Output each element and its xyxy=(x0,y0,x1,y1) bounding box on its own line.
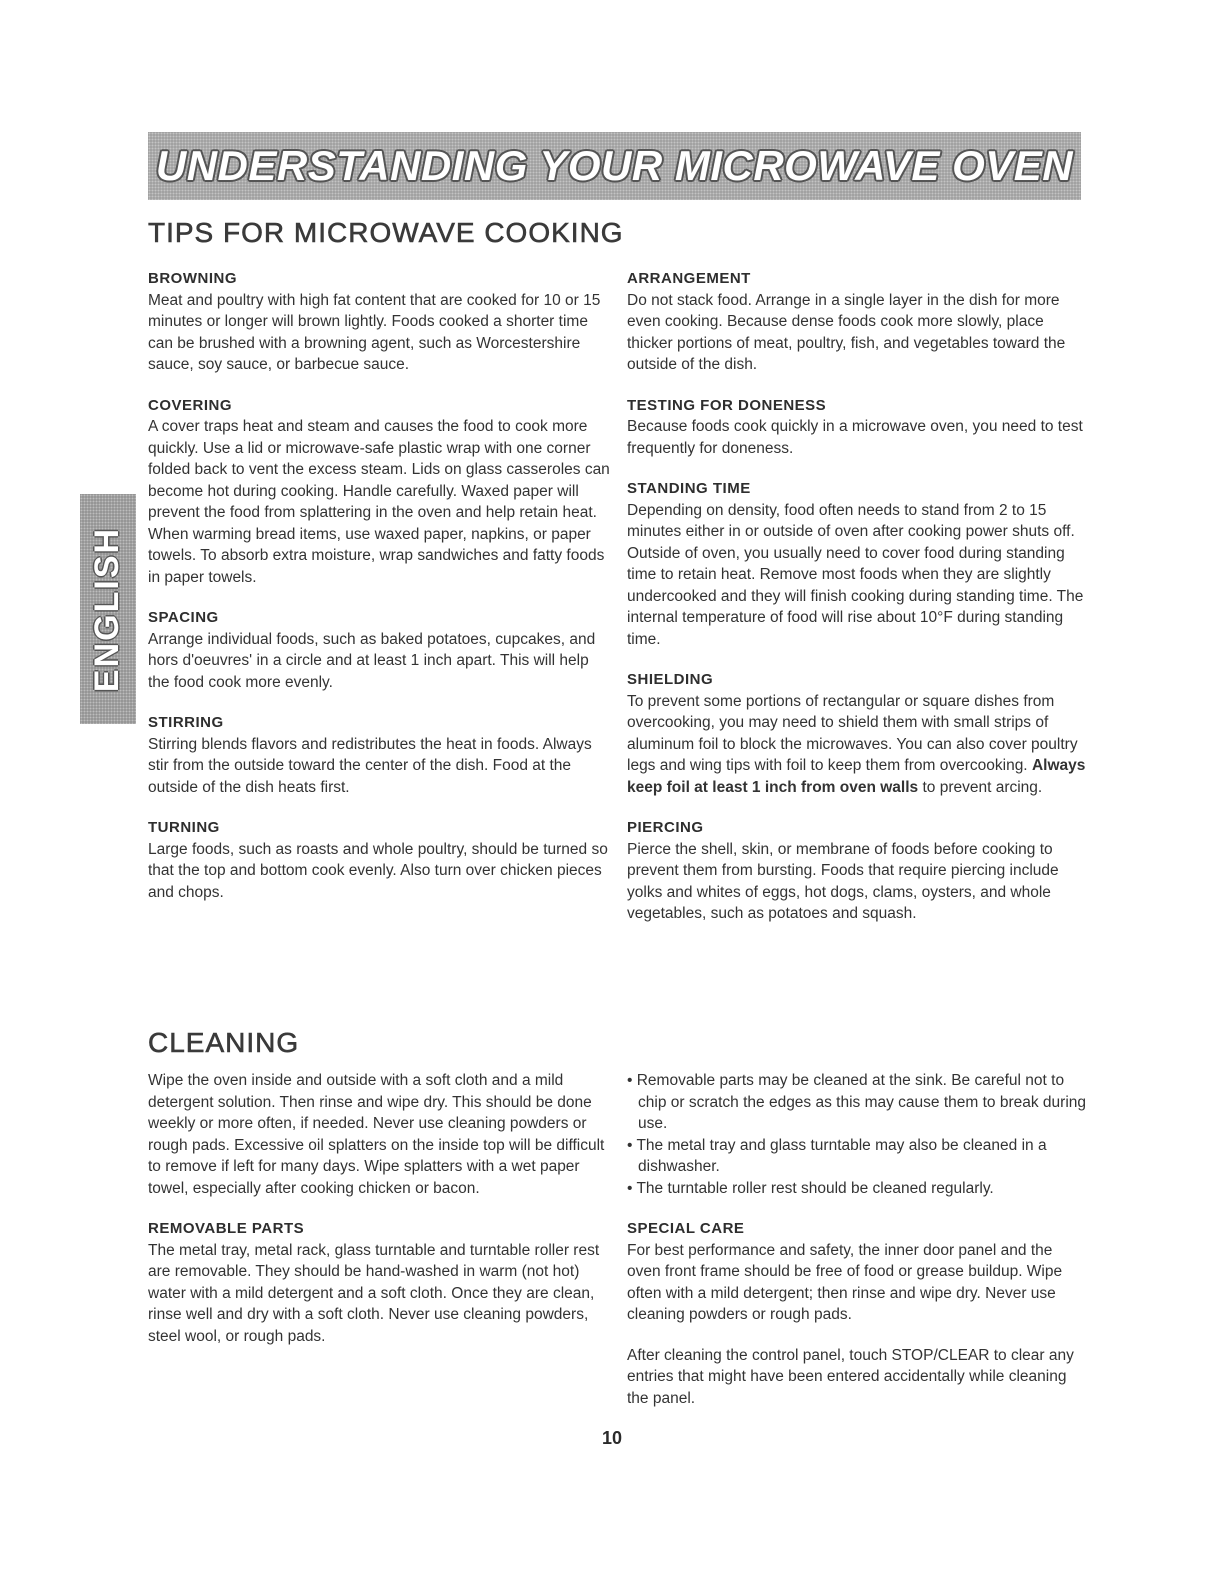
special-care xyxy=(627,1218,1089,1326)
cleaning-bullets xyxy=(627,1070,1089,1199)
removable-parts-text: The metal tray, metal rack, glass turntable and turntable roller rest are removable. They should be hand-washed in warm (not hot) water with a mild detergent and a soft cloth. Once they are clean, rinse well and dry with a soft cloth. Never use cleaning powders, steel wool, or rough pads. xyxy=(148,1241,600,1345)
cleaning-left-column xyxy=(148,1070,610,1366)
tip-text: Do not stack food. Arrange in a single layer in the dish for more even cooking. Because dense foods cook more slowly, place thicker portions of meat, poultry, fish, and vegetables toward the outside of the dish. xyxy=(627,291,1066,373)
tip-standing-time xyxy=(627,478,1089,650)
language-tab xyxy=(80,494,136,724)
tip-turning xyxy=(148,817,610,903)
tip-shielding xyxy=(627,669,1089,798)
tip-text: Meat and poultry with high fat content that are cooked for 10 or 15 minutes or longer will brown lightly. Foods cooked a shorter time can be brushed with a browning agent, such as Worcestershire sauce, soy sauce, or barbecue sauce. xyxy=(148,291,601,373)
tip-heading: STANDING TIME xyxy=(627,480,751,497)
removable-parts xyxy=(148,1218,610,1347)
list-item: • Removable parts may be cleaned at the sink. Be careful not to chip or scratch the edges as this may cause them to break during use. xyxy=(627,1070,1089,1135)
tip-heading: BROWNING xyxy=(148,270,237,287)
tip-covering xyxy=(148,395,610,589)
removable-parts-heading: REMOVABLE PARTS xyxy=(148,1220,305,1237)
control-panel-note xyxy=(627,1345,1089,1410)
tip-text: A cover traps heat and steam and causes the food to cook more quickly. Use a lid or microwave-safe plastic wrap with one corner folded back to vent the excess steam. Lids on glass casseroles can become hot during cooking. Handle carefully. Waxed paper will prevent the food from splattering in the oven and help retain heat. When warming bread items, use waxed paper, napkins, or paper towels. To absorb extra moisture, wrap sandwiches and fatty foods in paper towels. xyxy=(148,418,610,586)
language-tab-label: ENGLISH xyxy=(88,526,127,692)
tip-testing-doneness xyxy=(627,395,1089,460)
tip-spacing xyxy=(148,607,610,693)
tip-heading: SPACING xyxy=(148,609,219,626)
tip-piercing xyxy=(627,817,1089,925)
foil-warning: Always keep foil at least 1 inch from oven walls xyxy=(627,757,1086,796)
tip-stirring xyxy=(148,712,610,798)
tip-text: Stirring blends flavors and redistributes the heat in foods. Always stir from the outside toward the center of the dish. Food at the outside of the dish heats first. xyxy=(148,735,592,796)
tip-text xyxy=(627,691,1089,799)
tip-heading: TURNING xyxy=(148,819,220,836)
tip-text: Large foods, such as roasts and whole poultry, should be turned so that the top and bottom cook evenly. Also turn over chicken pieces and chops. xyxy=(148,840,608,901)
cleaning-intro xyxy=(148,1070,610,1199)
tip-heading: COVERING xyxy=(148,396,233,414)
tip-heading: PIERCING xyxy=(627,819,704,836)
banner-title: UNDERSTANDING YOUR MICROWAVE OVEN xyxy=(155,142,1074,189)
tip-text: Because foods cook quickly in a microwave oven, you need to test frequently for doneness. xyxy=(627,418,1083,457)
tip-text: Depending on density, food often needs to stand from 2 to 15 minutes either in or outside of oven after cooking power shuts off. Outside of oven, you usually need to cover food during standing time to retain heat. Remove most foods when they are slightly undercooked and they will finish cooking during standing time. The internal temperature of food will rise about 10°F during standing time. xyxy=(627,501,1084,648)
tip-text-tail: to prevent arcing. xyxy=(922,778,1043,796)
tip-heading: SHIELDING xyxy=(627,671,714,688)
tip-browning xyxy=(148,268,610,376)
tip-heading: STIRRING xyxy=(148,714,224,731)
tip-text: Pierce the shell, skin, or membrane of foods before cooking to prevent them from bursting. Foods that require piercing include yolks and whites of eggs, hot dogs, clams, oysters, and whole vegetables, such as potatoes and squash. xyxy=(627,840,1059,922)
tips-left-column xyxy=(148,268,610,922)
tips-right-column xyxy=(627,268,1089,944)
list-item: • The turntable roller rest should be cleaned regularly. xyxy=(627,1178,1089,1200)
control-panel-note-text: After cleaning the control panel, touch STOP/CLEAR to clear any entries that might have been entered accidentally while cleaning the panel. xyxy=(627,1346,1074,1407)
tip-heading: ARRANGEMENT xyxy=(627,270,751,287)
tip-text-body: To prevent some portions of rectangular or square dishes from overcooking, you may need to shield them with small strips of aluminum foil to block the microwaves. You can also cover poultry legs and wing tips with foil to keep them from overcooking. xyxy=(627,692,1078,774)
list-item: • The metal tray and glass turntable may also be cleaned in a dishwasher. xyxy=(627,1135,1089,1178)
special-care-heading: SPECIAL CARE xyxy=(627,1220,745,1237)
section-title-cleaning: CLEANING xyxy=(148,1027,300,1058)
page-number: 10 xyxy=(601,1428,623,1448)
cleaning-intro-text: Wipe the oven inside and outside with a soft cloth and a mild detergent solution. Then rinse and wipe dry. This should be done weekly or more often, if needed. Never use cleaning powders or rough pads. Excessive oil splatters on the inside top will be difficult to remove if left for many days. Wipe splatters with a wet paper towel, especially after cooking chicken or bacon. xyxy=(148,1072,605,1197)
tip-heading: TESTING FOR DONENESS xyxy=(627,396,827,414)
header-banner xyxy=(148,132,1081,200)
section-title-tips: TIPS FOR MICROWAVE COOKING xyxy=(148,217,624,248)
special-care-text: For best performance and safety, the inner door panel and the oven front frame should be free of food or grease buildup. Wipe often with a mild detergent; then rinse and wipe dry. Never use cleaning powders or rough pads. xyxy=(627,1241,1063,1323)
tip-arrangement xyxy=(627,268,1089,376)
tip-text: Arrange individual foods, such as baked potatoes, cupcakes, and hors d'oeuvres' in a circle and at least 1 inch apart. This will help the food cook more evenly. xyxy=(148,630,596,691)
cleaning-right-column xyxy=(627,1070,1089,1428)
